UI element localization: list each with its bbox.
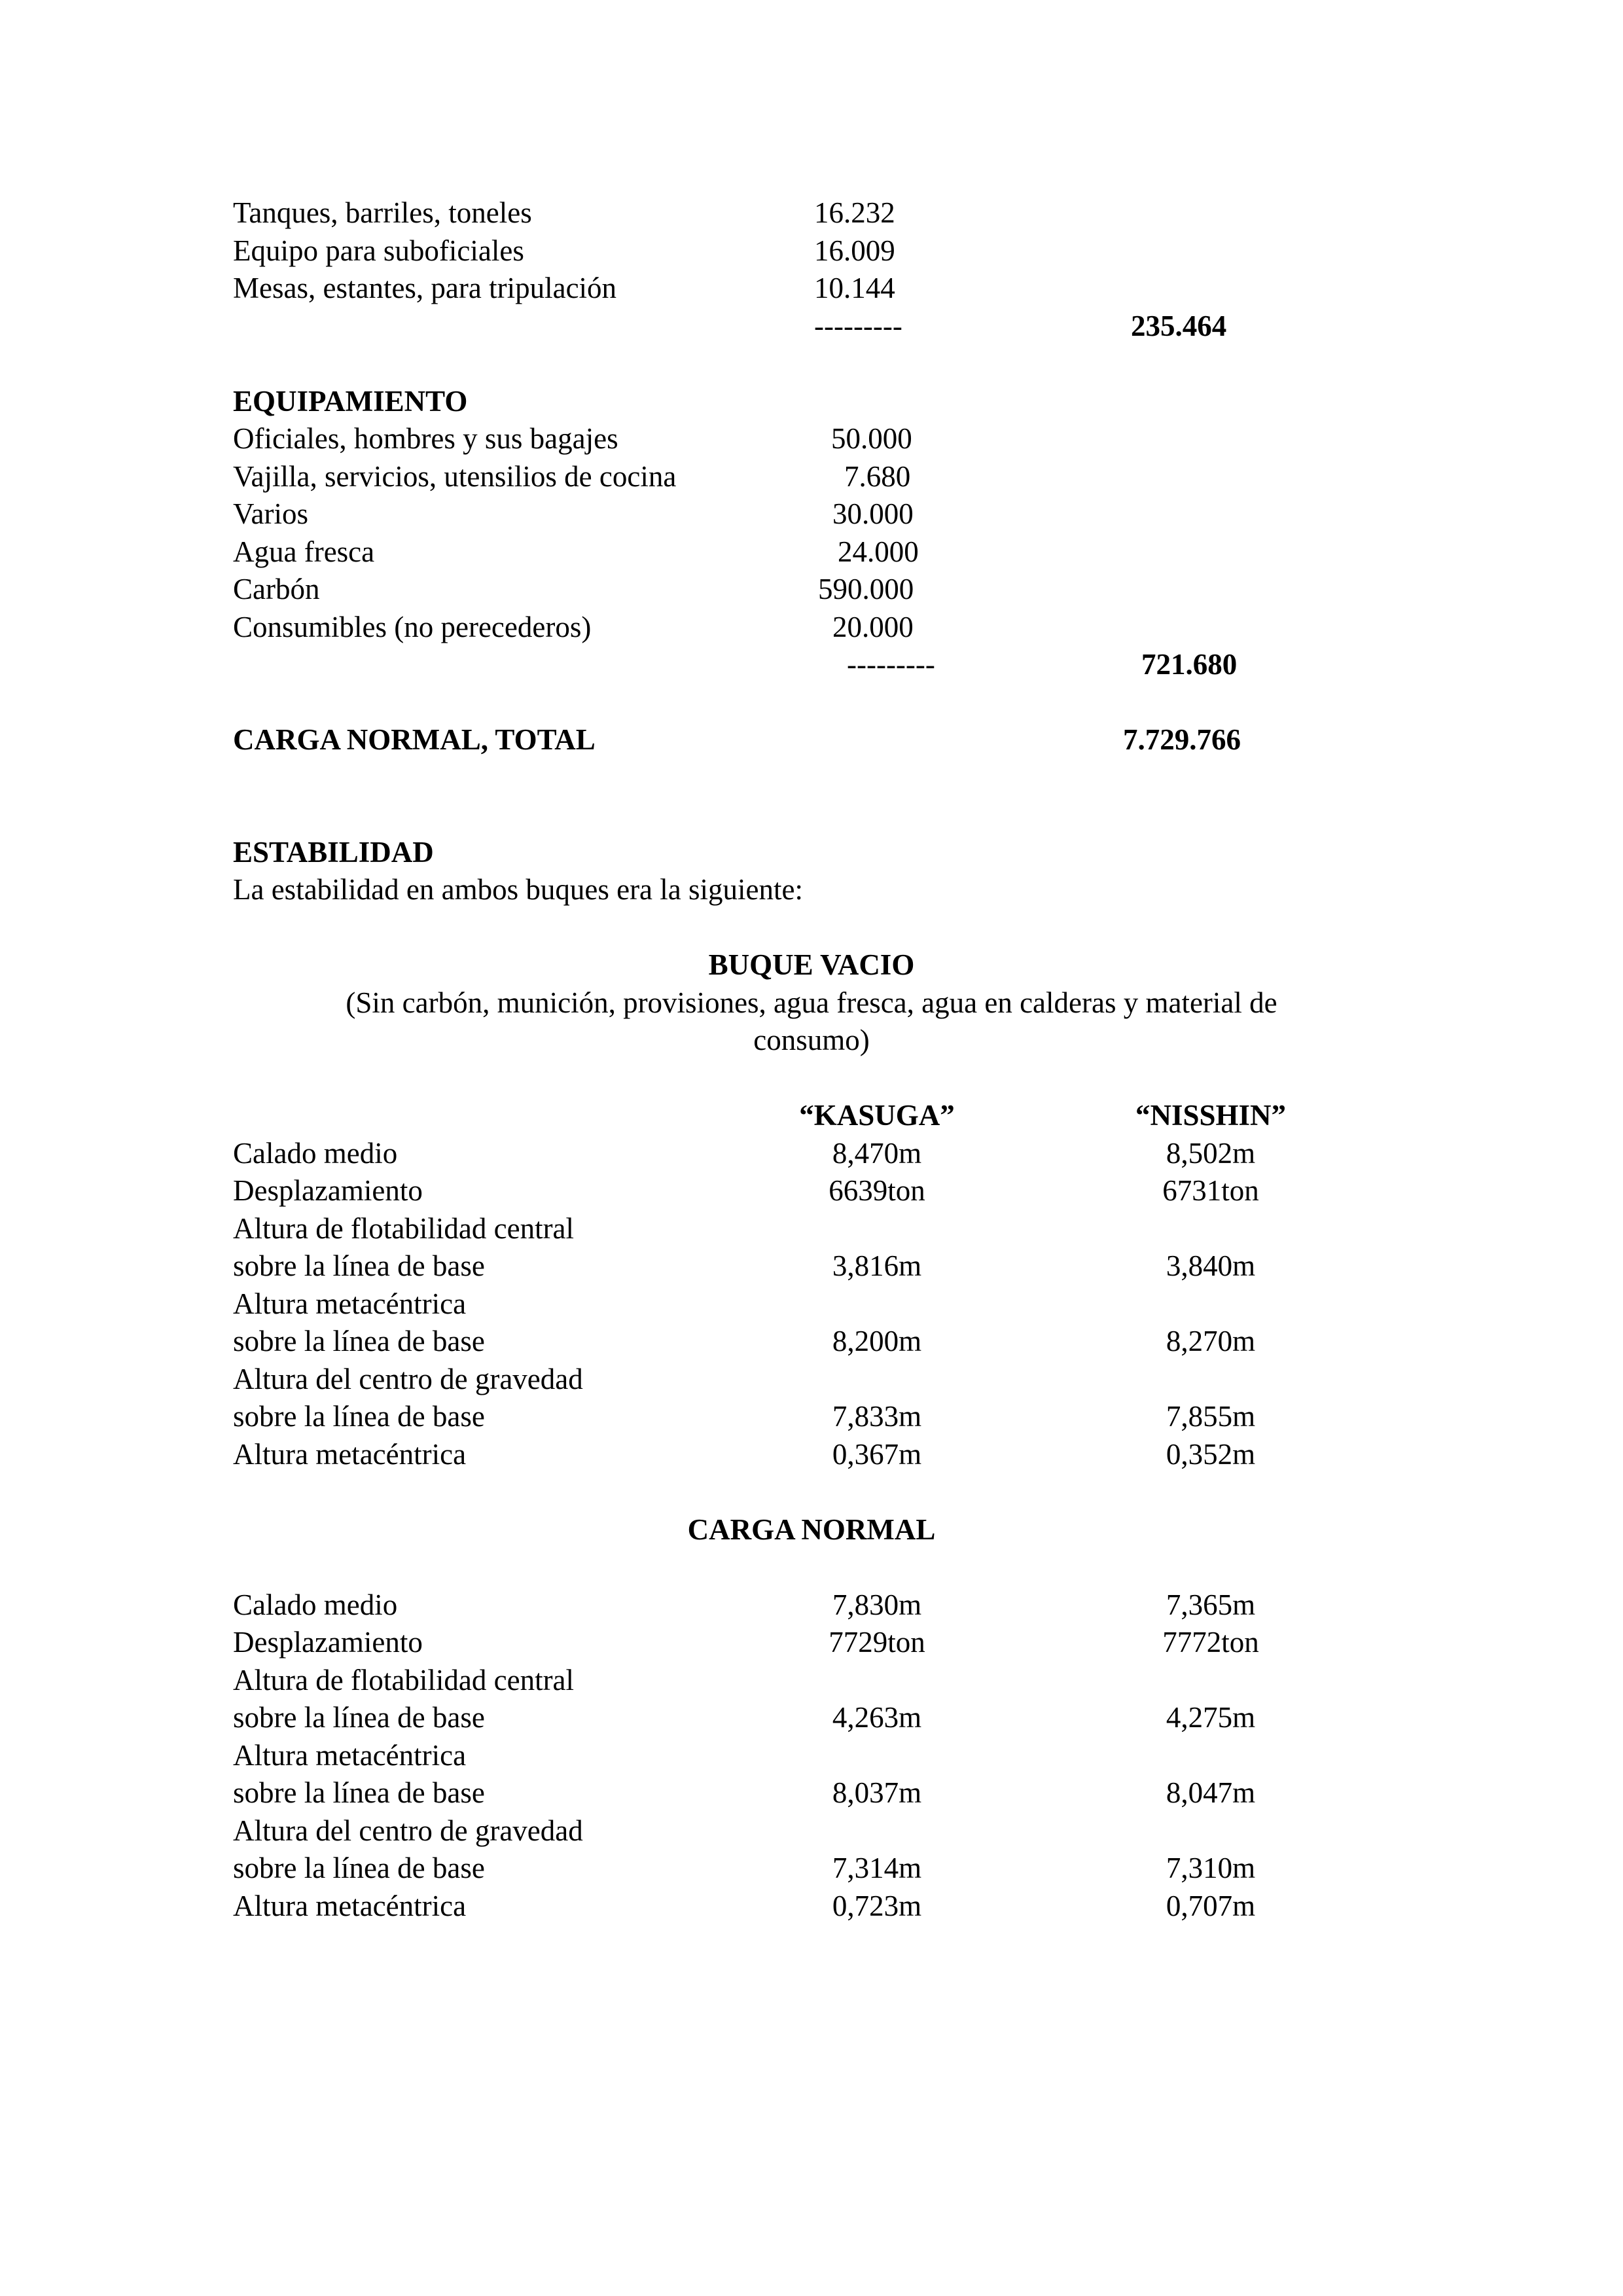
table-row: [0, 1322, 1623, 1360]
table-row: [0, 1210, 1623, 1247]
row-value: 16.009: [814, 234, 895, 267]
equipamiento-total: 721.680: [1141, 648, 1238, 681]
row-value: 590.000: [818, 573, 914, 605]
grand-total-value: 7.729.766: [1123, 723, 1241, 756]
nisshin-value: 0,707m: [1166, 1890, 1256, 1922]
table-row: [0, 1172, 1623, 1210]
kasuga-value: 8,037m: [832, 1776, 922, 1809]
column-header-kasuga: “KASUGA”: [799, 1099, 955, 1132]
nisshin-value: 7772ton: [1162, 1626, 1259, 1659]
equip-row: [0, 495, 1623, 533]
section-heading: [0, 382, 1623, 420]
row-label: Calado medio: [233, 1588, 398, 1621]
nisshin-value: 8,047m: [1166, 1776, 1256, 1809]
table-row: [0, 1661, 1623, 1699]
table-row: [0, 1285, 1623, 1323]
table-row: [0, 1736, 1623, 1774]
row-label: Calado medio: [233, 1137, 398, 1170]
table-note: [0, 984, 1623, 1022]
kasuga-value: 7,314m: [832, 1852, 922, 1884]
nisshin-value: 0,352m: [1166, 1438, 1256, 1471]
table-title: [0, 946, 1623, 984]
equip-row: [0, 608, 1623, 646]
casco-row: [0, 269, 1623, 307]
carga-normal-title: CARGA NORMAL: [687, 1513, 936, 1546]
row-label: Altura metacéntrica: [233, 1287, 467, 1320]
nisshin-value: 7,855m: [1166, 1400, 1256, 1433]
table-row: [0, 1360, 1623, 1398]
column-header-nisshin: “NISSHIN”: [1135, 1099, 1287, 1132]
table-row: [0, 1698, 1623, 1736]
equip-subtotal: [0, 645, 1623, 683]
row-value: 50.000: [831, 422, 912, 455]
table-row: [0, 1435, 1623, 1473]
kasuga-value: 7,833m: [832, 1400, 922, 1433]
nisshin-value: 4,275m: [1166, 1701, 1256, 1734]
row-value: 7.680: [844, 460, 911, 493]
table-row: [0, 1134, 1623, 1172]
buque-vacio-note-1: (Sin carbón, munición, provisiones, agua fresca, agua en calderas y material de: [346, 986, 1277, 1019]
row-label: sobre la línea de base: [233, 1400, 485, 1433]
casco-row: [0, 194, 1623, 232]
equip-row: [0, 570, 1623, 608]
table-title: [0, 1511, 1623, 1549]
nisshin-value: 7,365m: [1166, 1588, 1256, 1621]
row-value: 20.000: [832, 611, 914, 643]
table-row: [0, 1849, 1623, 1887]
section-heading: [0, 833, 1623, 871]
separator: ---------: [814, 310, 902, 342]
table-row: [0, 1812, 1623, 1850]
table-row: [0, 1774, 1623, 1812]
row-value: 16.232: [814, 196, 895, 229]
row-value: 30.000: [832, 497, 914, 530]
row-label: Altura metacéntrica: [233, 1438, 467, 1471]
row-label: Altura metacéntrica: [233, 1739, 467, 1772]
kasuga-value: 6639ton: [829, 1174, 925, 1207]
row-label: sobre la línea de base: [233, 1776, 485, 1809]
nisshin-value: 7,310m: [1166, 1852, 1256, 1884]
row-label: Altura del centro de gravedad: [233, 1363, 583, 1395]
equip-row: [0, 457, 1623, 495]
kasuga-value: 7729ton: [829, 1626, 925, 1659]
buque-vacio-title: BUQUE VACIO: [708, 948, 915, 981]
paragraph: [0, 870, 1623, 908]
table-note: [0, 1021, 1623, 1059]
casco-row: [0, 232, 1623, 270]
buque-vacio-note-2: consumo): [753, 1024, 870, 1056]
nisshin-value: 8,502m: [1166, 1137, 1256, 1170]
equip-row: [0, 533, 1623, 571]
nisshin-value: 3,840m: [1166, 1249, 1256, 1282]
row-label: Altura de flotabilidad central: [233, 1664, 575, 1696]
estabilidad-heading: ESTABILIDAD: [233, 836, 434, 869]
separator: ---------: [847, 648, 935, 681]
row-label: Desplazamiento: [233, 1174, 423, 1207]
nisshin-value: 6731ton: [1162, 1174, 1259, 1207]
table-row: [0, 1586, 1623, 1624]
table-row: [0, 1247, 1623, 1285]
row-label: sobre la línea de base: [233, 1249, 485, 1282]
row-label: Mesas, estantes, para tripulación: [233, 272, 617, 304]
row-label: Consumibles (no perecederos): [233, 611, 592, 643]
row-label: Vajilla, servicios, utensilios de cocina: [233, 460, 677, 493]
equipamiento-heading: EQUIPAMIENTO: [233, 385, 468, 418]
row-label: Oficiales, hombres y sus bagajes: [233, 422, 618, 455]
grand-total-row: [0, 721, 1623, 759]
nisshin-value: 8,270m: [1166, 1325, 1256, 1357]
row-label: Carbón: [233, 573, 320, 605]
estabilidad-intro: La estabilidad en ambos buques era la siguiente:: [233, 873, 803, 906]
table-header: [0, 1096, 1623, 1134]
row-label: sobre la línea de base: [233, 1325, 485, 1357]
kasuga-value: 8,200m: [832, 1325, 922, 1357]
grand-total-label: CARGA NORMAL, TOTAL: [233, 723, 596, 756]
kasuga-value: 0,723m: [832, 1890, 922, 1922]
row-value: 10.144: [814, 272, 895, 304]
equip-row: [0, 420, 1623, 457]
table-row: [0, 1623, 1623, 1661]
table-row: [0, 1887, 1623, 1925]
row-label: sobre la línea de base: [233, 1852, 485, 1884]
row-label: Altura metacéntrica: [233, 1890, 467, 1922]
row-label: Altura del centro de gravedad: [233, 1814, 583, 1847]
kasuga-value: 4,263m: [832, 1701, 922, 1734]
row-label: Tanques, barriles, toneles: [233, 196, 532, 229]
casco-subtotal: [0, 307, 1623, 345]
row-label: Equipo para suboficiales: [233, 234, 524, 267]
row-label: Altura de flotabilidad central: [233, 1212, 575, 1245]
row-label: Agua fresca: [233, 535, 375, 568]
kasuga-value: 8,470m: [832, 1137, 922, 1170]
row-value: 24.000: [838, 535, 919, 568]
kasuga-value: 7,830m: [832, 1588, 922, 1621]
row-label: Varios: [233, 497, 308, 530]
row-label: sobre la línea de base: [233, 1701, 485, 1734]
row-label: Desplazamiento: [233, 1626, 423, 1659]
kasuga-value: 0,367m: [832, 1438, 922, 1471]
casco-total: 235.464: [1131, 310, 1227, 342]
kasuga-value: 3,816m: [832, 1249, 922, 1282]
table-row: [0, 1397, 1623, 1435]
